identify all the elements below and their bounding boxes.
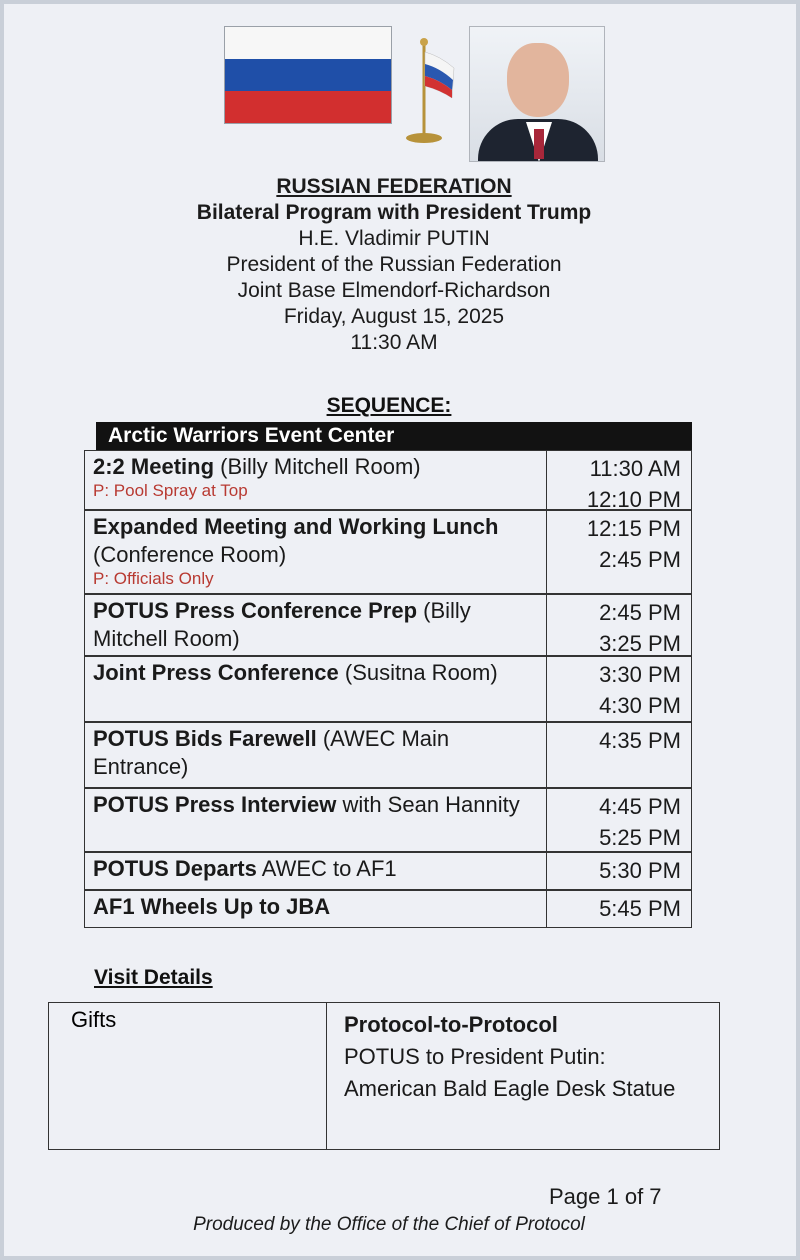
end-time: 5:25 PM <box>599 825 681 850</box>
event-detail: (Billy Mitchell Room) <box>93 598 471 651</box>
event-name: POTUS Departs <box>93 856 257 881</box>
event-detail: (Billy Mitchell Room) <box>214 454 421 479</box>
event-name: POTUS Press Interview <box>93 792 337 817</box>
start-time: 5:45 PM <box>599 896 681 921</box>
event-detail: (AWEC Main Entrance) <box>93 726 450 779</box>
gifts-label: Gifts <box>49 1003 327 1149</box>
event-date: Friday, August 15, 2025 <box>283 305 505 328</box>
schedule-row <box>84 656 692 722</box>
honoree-role: President of the Russian Federation <box>226 253 562 276</box>
honoree-name: H.E. Vladimir PUTIN <box>298 227 490 250</box>
schedule-row <box>84 890 692 928</box>
start-time: 3:30 PM <box>599 662 681 687</box>
schedule-row <box>84 450 692 510</box>
visit-details-title: Visit Details <box>94 966 213 989</box>
event-detail: (Conference Room) <box>93 542 287 567</box>
gifts-table <box>48 1002 720 1150</box>
schedule-row <box>84 510 692 594</box>
start-time: 2:45 PM <box>599 600 681 625</box>
end-time: 2:45 PM <box>599 547 681 572</box>
end-time: 12:10 PM <box>586 487 681 512</box>
russian-flag-image <box>224 26 392 124</box>
event-detail: (Susitna Room) <box>338 660 498 685</box>
portrait-photo <box>469 26 605 162</box>
schedule-row <box>84 788 692 852</box>
page-number: Page 1 of 7 <box>549 1184 662 1209</box>
start-time: 5:30 PM <box>599 858 681 883</box>
start-time: 4:45 PM <box>599 794 681 819</box>
event-name: 2:2 Meeting <box>93 454 215 479</box>
gifts-heading: Protocol-to-Protocol <box>344 1012 558 1037</box>
header-block <box>4 174 784 356</box>
document-page <box>4 4 796 1256</box>
schedule-row <box>84 722 692 788</box>
program-title: Bilateral Program with President Trump <box>196 201 592 224</box>
event-location: Joint Base Elmendorf-Richardson <box>237 279 551 302</box>
start-time: 12:15 PM <box>586 516 681 541</box>
start-time: 4:35 PM <box>599 728 681 753</box>
event-detail: AWEC to AF1 <box>256 856 397 881</box>
gifts-text: POTUS to President Putin: American Bald Eagle Desk Statue <box>344 1044 676 1101</box>
org-title: RUSSIAN FEDERATION <box>276 175 512 198</box>
event-note: P: Pool Spray at Top <box>93 481 248 500</box>
schedule-row <box>84 594 692 656</box>
start-time: 11:30 AM <box>589 456 681 481</box>
end-time: 3:25 PM <box>599 631 681 656</box>
event-detail: with Sean Hannity <box>336 792 520 817</box>
footer-producer: Produced by the Office of the Chief of Protocol <box>193 1214 585 1235</box>
event-name: POTUS Bids Farewell <box>93 726 317 751</box>
event-name: POTUS Press Conference Prep <box>93 598 418 623</box>
sequence-title: SEQUENCE: <box>326 394 452 417</box>
event-name: Expanded Meeting and Working Lunch <box>93 514 499 539</box>
event-time: 11:30 AM <box>350 331 438 354</box>
venue-banner: Arctic Warriors Event Center <box>96 422 692 450</box>
end-time: 4:30 PM <box>599 693 681 718</box>
schedule-row <box>84 852 692 890</box>
event-name: Joint Press Conference <box>93 660 339 685</box>
desk-flag-icon <box>400 34 464 146</box>
event-note: P: Officials Only <box>93 569 214 588</box>
event-name: AF1 Wheels Up to JBA <box>93 894 331 919</box>
